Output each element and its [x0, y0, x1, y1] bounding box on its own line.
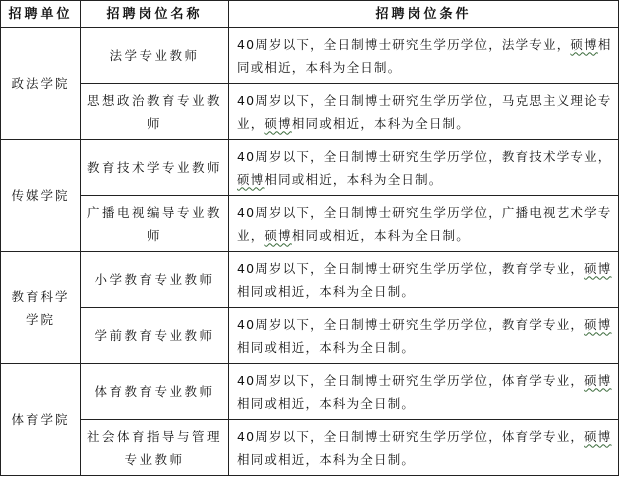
- position-conditions: [229, 308, 619, 364]
- conditions-text: 40周岁以下，全日制博士研究生学历学位，广播电视艺术学专业，: [237, 204, 612, 243]
- table-row: [1, 364, 619, 420]
- conditions-text: 相同或相近，本科为全日制。: [237, 339, 416, 355]
- conditions-text: 40周岁以下，全日制博士研究生学历学位，教育技术学专业，: [237, 148, 612, 164]
- conditions-text: 40周岁以下，全日制博士研究生学历学位，法学专业，: [237, 36, 571, 52]
- spellcheck-flagged-term: 硕博: [237, 171, 265, 187]
- position-conditions: [229, 196, 619, 252]
- table-row: [1, 196, 619, 252]
- unit-name: 体育学院: [1, 364, 81, 476]
- position-title: 体育教育专业教师: [81, 364, 229, 420]
- unit-name: 传媒学院: [1, 140, 81, 252]
- unit-name: 教育科学学院: [1, 252, 81, 364]
- spellcheck-flagged-term: 硕博: [584, 316, 612, 332]
- table-row: [1, 308, 619, 364]
- table-row: [1, 28, 619, 84]
- position-title: 社会体育指导与管理专业教师: [81, 420, 229, 476]
- conditions-text: 相同或相近，本科为全日制。: [291, 227, 470, 243]
- header-conditions: 招聘岗位条件: [229, 1, 619, 28]
- position-title: 法学专业教师: [81, 28, 229, 84]
- table-row: [1, 252, 619, 308]
- position-conditions: [229, 28, 619, 84]
- position-conditions: [229, 252, 619, 308]
- table-row: [1, 420, 619, 476]
- position-title: 学前教育专业教师: [81, 308, 229, 364]
- conditions-text: 相同或相近，本科为全日制。: [237, 36, 612, 75]
- position-title: 广播电视编导专业教师: [81, 196, 229, 252]
- conditions-text: 40周岁以下，全日制博士研究生学历学位，马克思主义理论专业，: [237, 92, 612, 131]
- conditions-text: 相同或相近，本科为全日制。: [237, 395, 416, 411]
- spellcheck-flagged-term: 硕博: [584, 260, 612, 276]
- conditions-text: 相同或相近，本科为全日制。: [237, 283, 416, 299]
- header-unit: 招聘单位: [1, 1, 81, 28]
- spellcheck-flagged-term: 硕博: [264, 227, 292, 243]
- position-title: 教育技术学专业教师: [81, 140, 229, 196]
- conditions-text: 40周岁以下，全日制博士研究生学历学位，体育学专业，: [237, 372, 585, 388]
- position-conditions: [229, 140, 619, 196]
- position-conditions: [229, 364, 619, 420]
- header-position: 招聘岗位名称: [81, 1, 229, 28]
- header-row: [1, 1, 619, 28]
- table-row: [1, 140, 619, 196]
- position-conditions: [229, 420, 619, 476]
- position-title: 小学教育专业教师: [81, 252, 229, 308]
- conditions-text: 相同或相近，本科为全日制。: [264, 171, 443, 187]
- position-title: 思想政治教育专业教师: [81, 84, 229, 140]
- conditions-text: 相同或相近，本科为全日制。: [237, 451, 416, 467]
- conditions-text: 40周岁以下，全日制博士研究生学历学位，体育学专业，: [237, 428, 585, 444]
- conditions-text: 相同或相近，本科为全日制。: [291, 115, 470, 131]
- table-row: [1, 84, 619, 140]
- spellcheck-flagged-term: 硕博: [584, 428, 612, 444]
- position-conditions: [229, 84, 619, 140]
- conditions-text: 40周岁以下，全日制博士研究生学历学位，教育学专业，: [237, 316, 585, 332]
- conditions-text: 40周岁以下，全日制博士研究生学历学位，教育学专业，: [237, 260, 585, 276]
- spellcheck-flagged-term: 硕博: [264, 115, 292, 131]
- unit-name: 政法学院: [1, 28, 81, 140]
- spellcheck-flagged-term: 硕博: [584, 372, 612, 388]
- spellcheck-flagged-term: 硕博: [570, 36, 598, 52]
